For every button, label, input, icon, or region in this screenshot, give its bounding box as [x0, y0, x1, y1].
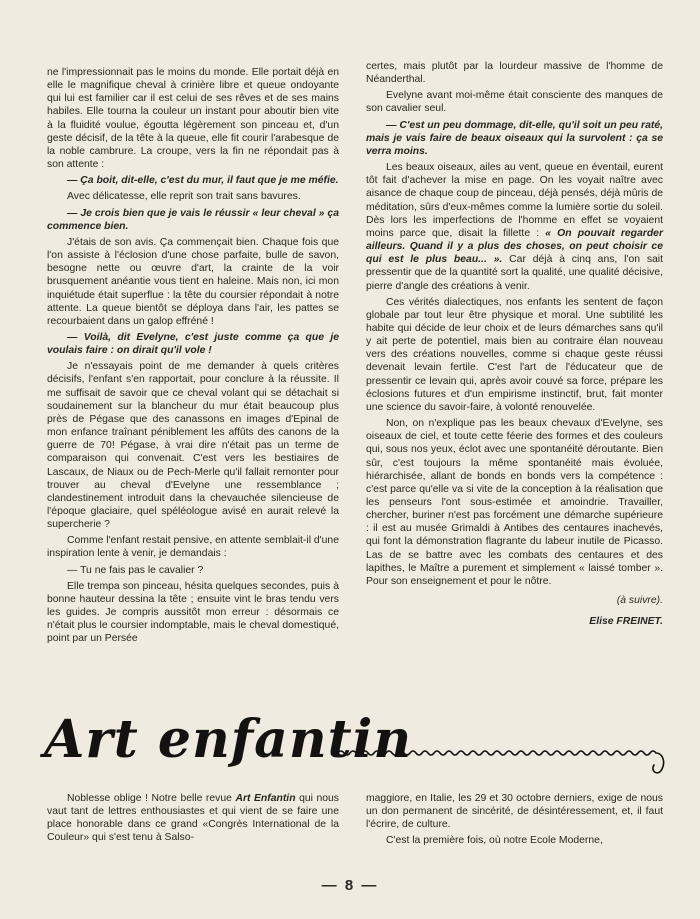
paragraph: Non, on n'explique pas les beaux chevaux d'Evelyne, ses oiseaux de ciel, et toute cette féerie des formes et des couleurs qui, sous nos yeux, éclot avec une spontanéité déroutante. Bien sûr, c'est toujours la même spontanéité mais évoluée, hiérarchisée, allant de bonds en bonds vers la compétence : c'est parce qu'elle va si vite de la conception à la réalisation que les penseurs l'ont sous-estimée et amoindrie. Travailler, chercher, buriner n'est pas forcément une démarche supérieure : il est au musée Grimaldi à Antibes des centaures inachevés, qui font la démonstration flagrante du labeur inutile de Picasso. Las de se battre avec les combats des centaures et des lapithes, le Maître a purement et simplement « laissé tomber ». Pour son enseignement et pour le nôtre. [366, 418, 663, 587]
paragraph: maggiore, en Italie, les 29 et 30 octobre derniers, exige de nous un don permanent de sincérité, de désintéressement, et, il faut l'écrire, de culture. [366, 793, 663, 831]
text-run: Car déjà à cinq ans, l'on sait pressentir que de la quantité sort la qualité, une qualité décisive, pierre d'angle des créations à venir. [366, 254, 663, 292]
paragraph [366, 161, 663, 293]
paragraph: Evelyne avant moi-même était consciente des manques de son cavalier seul. [366, 90, 663, 115]
magazine-name: Art Enfantin [235, 793, 296, 804]
text-run: qui nous vaut tant de lettres enthousiastes et qui vient de se faire une place honorable dans ce grand «Congrès International de la Couleur» qui s'est tenu à Salso- [47, 793, 339, 844]
bottom-right-column [366, 792, 663, 851]
squiggle-underline [336, 735, 676, 785]
dialogue: — Ça boit, dit-elle, c'est du mur, il faut que je me méfie. [67, 175, 339, 187]
paragraph: Avec délicatesse, elle reprit son trait sans bavures. [67, 191, 301, 203]
paragraph: Je n'essayais point de me demander à quels critères décisifs, l'enfant s'en rapportait, pour conclure à la réussite. Il me suffisait de savoir que ce cheval volant qui se détachait si soudainement sur la blancheur du mur était beaucoup plus près de Pégase que des canassons en images d'Epinal de mon enfance traînant péniblement les affûts des canons de la guerre de 70! Pégase, à vrai dire n'était pas un terme de comparaison qui convenait. C'est vers les bestiaires de Lascaux, de Niaux ou de Pech-Merle qu'il fallait remonter pour trouver au cheval d'Evelyne une ressemblance ; clandestinement introduit dans la chevauchée silencieuse de l'époque glaciaire, quel spéléologue avisé en aurait relevé la supercherie ? [47, 361, 339, 531]
dialogue: — Tu ne fais pas le cavalier ? [67, 564, 204, 576]
to-be-continued: (à suivre). [616, 595, 663, 607]
quote: « On pouvait regarder ailleurs. Quand il y a plus des choses, on peut choisir ce qui est le plus beau... ». [366, 227, 663, 266]
right-column [366, 60, 663, 631]
dialogue: — Je crois bien que je vais le réussir « leur cheval » ça commence bien. [47, 207, 339, 232]
text-run: Les beaux oiseaux, ailes au vent, queue en éventail, eurent tôt fait d'achever la mise en page. On les voyait naître avec aisance de chaque coup de pinceau, déjà pensés, déjà mûris de méditation, sûrs d'eux-mêmes comme la lumière sortie du soleil. Dès lors les imperfections de l'homme en effet se voyaient moins parce que, disait la fillette : [366, 162, 663, 239]
dialogue: — Voilà, dit Evelyne, c'est juste comme ça que je voulais faire : on dirait qu'il vole ! [47, 331, 339, 357]
paragraph: Elle trempa son pinceau, hésita quelques secondes, puis à bonne hauteur dessina la tête ; ensuite vint le bras tendu vers les guides. Je compris aussitôt mon erreur : désormais ce n'était plus le coursier indomptable, mais le cheval domestiqué, point par un Persée [47, 580, 339, 645]
page-number: — 8 — [321, 877, 379, 894]
bottom-left-column [47, 792, 339, 848]
section-title: Art enfantin [44, 709, 413, 770]
left-column [47, 66, 339, 649]
paragraph: C'est la première fois, où notre Ecole Moderne, [386, 835, 603, 847]
paragraph: J'étais de son avis. Ça commençait bien. Chaque fois que l'on assiste à l'éclosion d'une chose parfaite, bulle de savon, besogne nette ou œuvre d'art, la crainte de la voir brusquement anéantie vous tient en haleine. Mais non, ici mon inquiétude était superflue : la tête du coursier répondait à notre attente. La queue bientôt se déploya dans l'air, les pattes se recourbaient dans un galop effréné ! [47, 236, 339, 327]
paragraph [47, 792, 339, 845]
paragraph: Ces vérités dialectiques, nos enfants les sentent de façon globale par tout leur être physique et moral. Une subtilité les habite qui décide de leur choix et de leurs démarches sans qu'il y ait perte de potentiel, mais bien au contraire élan nouveau vers des créations nouvelles, comme si chaque geste réussi devenait levain fertile. C'est l'art de l'éducateur que de pressentir ce levain qui, après avoir couvé sa force, prépare les éclosions futures et d'un empirisme instinctif, brut, fait monter une science du savoir-faire, à volonté renouvelée. [366, 296, 663, 413]
paragraph: certes, mais plutôt par la lourdeur massive de l'homme de Néanderthal. [366, 61, 663, 86]
paragraph: ne l'impressionnait pas le moins du monde. Elle portait déjà en elle le magnifique cheval à crinière libre et queue ondoyante qui lui est familier car il est celui de ses rêves et de ses mains habiles. Elle tourna la couleur un instant pour aboutir bien vite à la fluidité voulue, égoutta légèrement son pinceau et, d'un geste décisif, de la tête à la queue, elle fit courir l'arabesque de la noble cambrure. La croupe, vers la fin ne répondait pas à son attente : [47, 67, 339, 171]
author-signature: Elise FREINET. [589, 616, 663, 628]
dialogue: — C'est un peu dommage, dit-elle, qu'il soit un peu raté, mais je vais faire de beaux oiseaux qui la survolent : ça se verra moins. [366, 119, 663, 157]
text-run: Noblesse oblige ! Notre belle revue [67, 793, 232, 804]
paragraph: Comme l'enfant restait pensive, en attente semblait-il d'une inspiration lente à venir, je demandais : [47, 535, 339, 560]
